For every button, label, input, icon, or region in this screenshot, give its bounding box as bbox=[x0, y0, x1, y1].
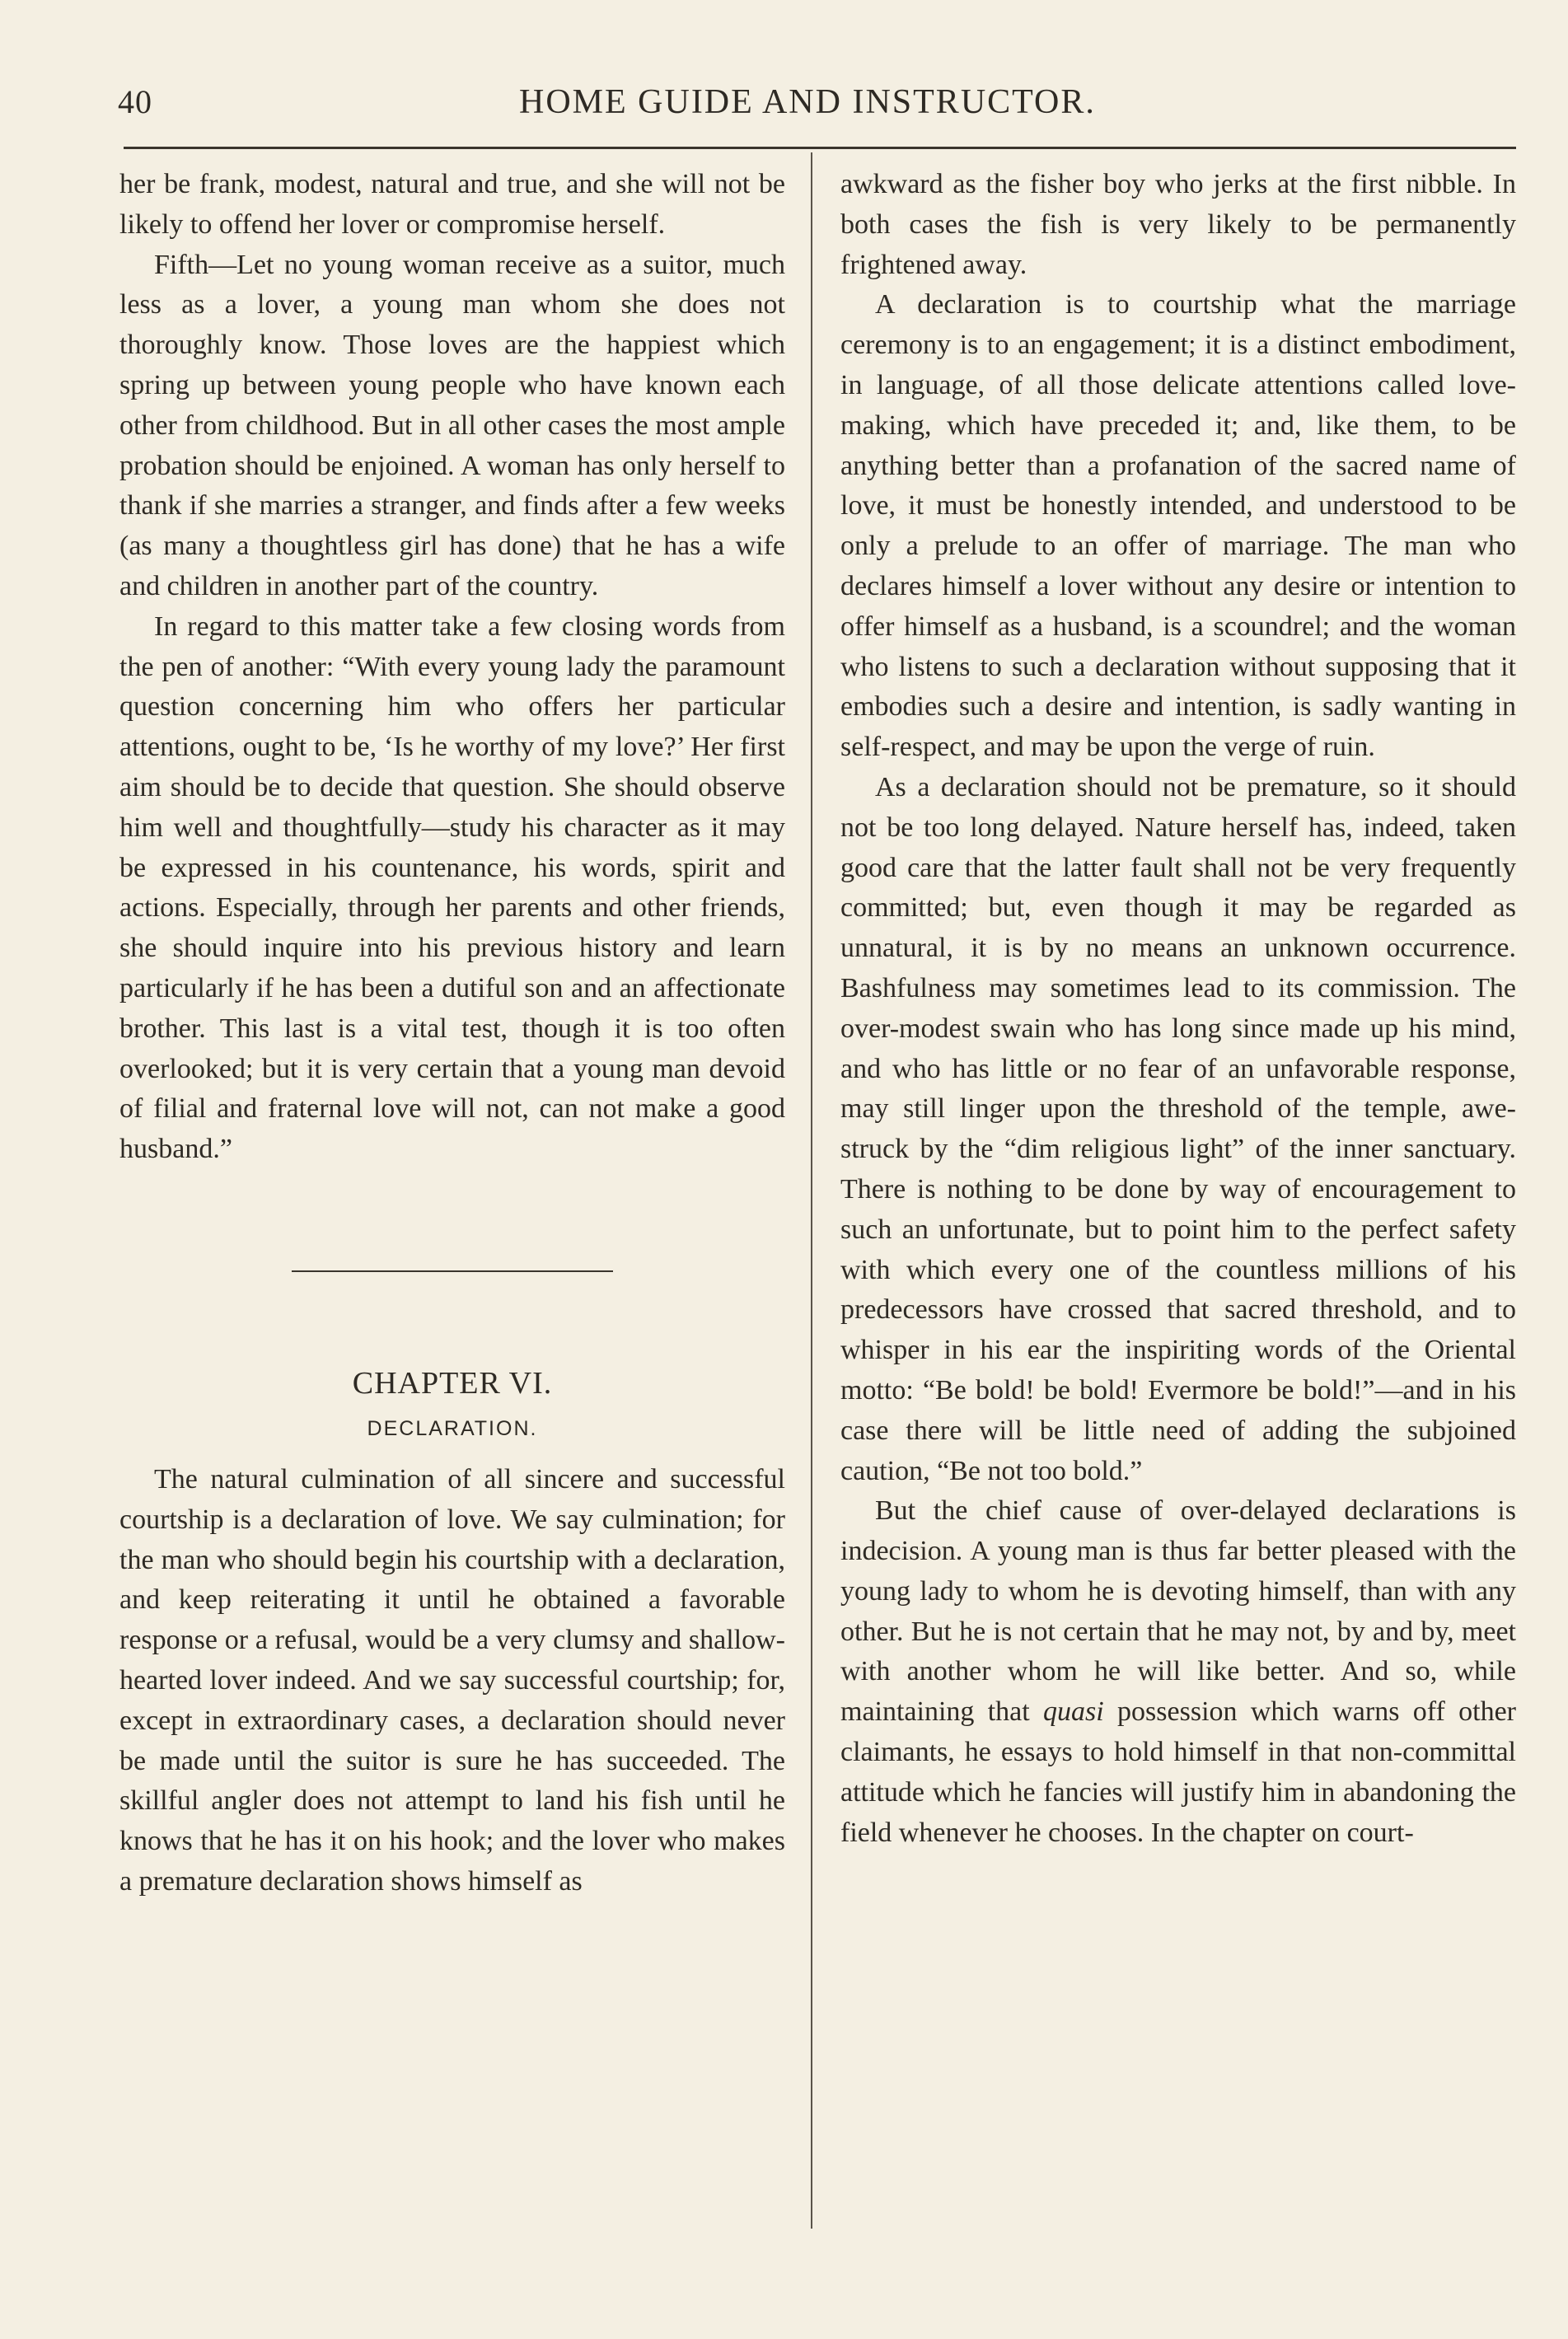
column-divider bbox=[811, 152, 812, 2229]
paragraph: As a declaration should not be premature, so it should not be too long delayed. Nature herself has, indeed, taken good care that the latter fault shall not be very frequently committed; but, even though it may be regarded as unnatural, it is by no means an unknown occurrence. Bashfulness may sometimes lead to its commission. The over-modest swain who has long since made up his mind, and who has little or no fear of an unfavorable response, may still linger upon the threshold of the temple, awe-struck by the “dim religious light” of the inner sanctuary. There is nothing to be done by way of encouragement to such an unfortunate, but to point him to the perfect safety with which every one of the countless millions of his predecessors have crossed that sacred threshold, and to whisper in his ear the inspiriting words of the Oriental motto: “Be bold! be bold! Evermore be bold!”—and in his case there will be little need of adding the subjoined caution, “Be not too bold.” bbox=[840, 771, 1516, 1486]
page-number: 40 bbox=[118, 83, 152, 120]
paragraph: her be frank, modest, natural and true, and she will not be likely to offend her lover or compromise herself. bbox=[119, 169, 785, 240]
paragraph: Fifth—Let no young woman receive as a suitor, much less as a lover, a young man whom she does not thoroughly know. Those loves are the happiest which spring up between young people who have known each other from childhood. But in all other cases the most ample probation should be enjoined. A woman has only herself to thank if she marries a stranger, and finds after a few weeks (as many a thoughtless girl has done) that he has a wife and children in another part of the country. bbox=[119, 249, 785, 601]
chapter-subtitle: DECLARATION. bbox=[367, 1416, 538, 1440]
paragraph: A declaration is to courtship what the marriage ceremony is to an engagement; it is a distinct embodiment, in language, of all those delicate attentions called love-making, which have preceded it; and, like them, to be anything better than a profanation of the sacred name of love, it must be honestly intended, and understood to be only a prelude to an offer of marriage. The man who declares himself a lover without any desire or intention to offer himself as a husband, is a scoundrel; and the woman who listens to such a declaration without supposing that it embodies such a desire and intention, is sadly wanting in self-respect, and may be upon the verge of ruin. bbox=[840, 289, 1516, 763]
paragraph-text: But the chief cause of over-delayed declarations is indecision. A young man is thus far better pleased with the young lady to whom he is devoting himself, than with any other. But he is not certain that he may not, by and by, meet with another whom he will like better. And so, while maintaining that bbox=[840, 1495, 1516, 1728]
running-title: HOME GUIDE AND INSTRUCTOR. bbox=[519, 83, 1096, 121]
paragraph bbox=[840, 1491, 1516, 1853]
chapter-title: CHAPTER VI. bbox=[352, 1365, 553, 1401]
chapter-separator-rule bbox=[292, 1270, 613, 1272]
italic-term: quasi bbox=[1043, 1696, 1104, 1728]
right-column bbox=[840, 165, 1516, 1853]
paragraph-text: possession which warns off other claimants, he essays to hold himself in that non-committal attitude which he fancies will justify him in abandoning the field whenever he chooses. In the chapter on court- bbox=[840, 1696, 1516, 1848]
left-column bbox=[119, 165, 785, 1902]
paragraph: awkward as the fisher boy who jerks at the first nibble. In both cases the fish is very likely to be permanently frightened away. bbox=[840, 169, 1516, 280]
paragraph: In regard to this matter take a few closing words from the pen of another: “With every young lady the paramount question concerning him who offers her particular attentions, ought to be, ‘Is he worthy of my love?’ Her first aim should be to decide that question. She should observe him well and thoughtfully—study his character as it may be expressed in his countenance, his words, spirit and actions. Especially, through her parents and other friends, she should inquire into his previous history and learn particularly if he has been a dutiful son and an affectionate brother. This last is a vital test, though it is too often overlooked; but it is very certain that a young man devoid of filial and fraternal love will not, can not make a good husband.” bbox=[119, 610, 785, 1165]
paragraph: The natural culmination of all sincere and successful courtship is a declaration of love. We say culmination; for the man who should begin his courtship with a declaration, and keep reiterating it until he obtained a favorable response or a refusal, would be a very clumsy and shallow-hearted lover indeed. And we say successful courtship; for, except in extraordinary cases, a declaration should never be made until the suitor is sure he has succeeded. The skillful angler does not attempt to land his fish until he knows that he has it on his hook; and the lover who makes a premature declaration shows himself as bbox=[119, 1463, 785, 1897]
page-header bbox=[0, 82, 1568, 132]
header-rule bbox=[124, 147, 1516, 149]
